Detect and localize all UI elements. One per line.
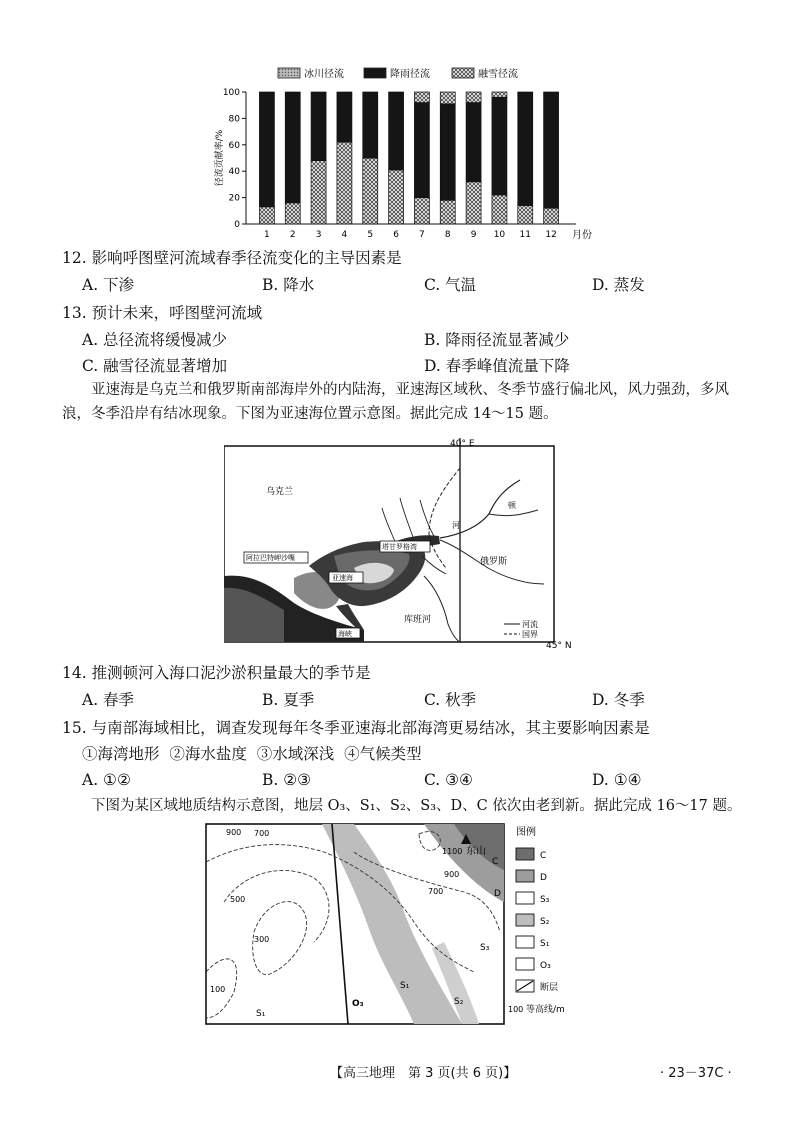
label-don: 顿 — [508, 501, 516, 510]
q13-option-b[interactable]: B. 降雨径流显著减少 — [424, 331, 570, 349]
q15-option-b[interactable]: B. ②③ — [262, 771, 312, 789]
q14-option-d[interactable]: D. 冬季 — [592, 691, 645, 709]
label-russia: 俄罗斯 — [480, 557, 508, 567]
runoff-contribution-chart — [200, 62, 600, 244]
x-tick-label: 12 — [545, 230, 557, 240]
q13-option-d[interactable]: D. 春季峰值流量下降 — [424, 357, 570, 375]
bar-segment — [389, 92, 404, 170]
contour-label-500: 500 — [230, 895, 246, 904]
peak-label-1100: 1100 — [442, 847, 463, 856]
bar-segment — [544, 208, 559, 224]
label-kerch-strait: 海峡 — [338, 630, 352, 638]
bar-segment — [414, 198, 429, 224]
bar-segment — [337, 142, 352, 224]
q15-option-d[interactable]: D. ①④ — [592, 771, 642, 789]
y-tick-label: 40 — [228, 167, 240, 178]
bar-segment — [544, 92, 559, 208]
bar-segment — [311, 161, 326, 224]
bar-segment — [492, 195, 507, 224]
contour-label-900b: 900 — [444, 870, 460, 879]
legend-label-rain: 降雨径流 — [390, 69, 430, 80]
contour-label-100: 100 — [210, 985, 226, 994]
x-tick-label: 4 — [341, 230, 348, 240]
legend-item-label: D — [540, 873, 547, 883]
footer-code: · 23－37C · — [660, 1066, 732, 1081]
q15-option-a[interactable]: A. ①② — [82, 771, 131, 789]
x-tick-label: 8 — [444, 230, 451, 240]
q15-option-c[interactable]: C. ③④ — [424, 771, 473, 789]
q13-option-a[interactable]: A. 总径流将缓慢减少 — [82, 331, 228, 349]
geo-label-s1-right: S₁ — [400, 981, 410, 991]
y-tick-label: 100 — [222, 88, 240, 98]
legend-contour-value: 100 — [508, 1005, 524, 1014]
bar-segment — [363, 158, 378, 224]
label-arabat-spit: 阿拉巴特岬沙嘴 — [246, 554, 295, 562]
contour-label-300: 300 — [254, 935, 270, 944]
bar-segment — [440, 200, 455, 224]
legend-swatch-rain — [364, 68, 386, 78]
x-tick-label: 9 — [470, 230, 477, 240]
bar-segment — [518, 206, 533, 224]
y-tick-label: 80 — [228, 114, 240, 125]
contour-label-900a: 900 — [226, 828, 242, 837]
legend-item-label: S₁ — [540, 939, 550, 949]
geo-label-d: D — [494, 889, 501, 899]
legend-swatch — [516, 936, 534, 948]
legend-swatch — [516, 848, 534, 860]
legend-swatch — [516, 892, 534, 904]
q12-option-d[interactable]: D. 蒸发 — [592, 276, 645, 294]
q14-option-b[interactable]: B. 夏季 — [262, 691, 315, 709]
legend-swatch-snowmelt — [452, 68, 474, 78]
geo-label-o3: O₃ — [352, 999, 364, 1009]
bar-segment — [259, 92, 274, 207]
label-ukraine: 乌克兰 — [266, 487, 294, 497]
legend-item-label: S₃ — [540, 895, 550, 905]
legend-item-label: O₃ — [540, 961, 551, 971]
legend-swatch — [516, 958, 534, 970]
q15-factors: ①海湾地形 ②海水盐度 ③水域深浅 ④气候类型 — [82, 745, 422, 763]
legend-swatch-glacier — [278, 68, 300, 78]
geo-legend-title: 图例 — [516, 827, 536, 838]
contour-label-700b: 700 — [428, 887, 444, 896]
geological-map — [204, 822, 594, 1032]
geo-label-s3: S₃ — [480, 943, 490, 953]
chart-bars — [259, 92, 558, 240]
peak-label-dongshan: 东山 — [466, 846, 486, 857]
legend-item-label: S₂ — [540, 917, 550, 927]
q12-option-c[interactable]: C. 气温 — [424, 276, 477, 294]
label-azov-sea: 亚速海 — [332, 574, 353, 582]
legend-item-label: C — [540, 851, 547, 861]
lon-label: 40° E — [450, 439, 475, 449]
bar-segment — [337, 92, 352, 142]
bar-segment — [492, 97, 507, 195]
azov-sea-map — [224, 438, 579, 656]
geo-legend — [508, 848, 565, 1015]
legend-swatch — [516, 870, 534, 882]
x-tick-label: 2 — [289, 230, 296, 240]
x-tick-label: 1 — [264, 230, 270, 240]
question-14-stem: 14. 推测顿河入海口泥沙淤积量最大的季节是 — [62, 664, 371, 682]
y-tick-label: 20 — [228, 193, 240, 204]
x-tick-label: 5 — [367, 230, 374, 240]
x-tick-label: 11 — [519, 230, 531, 240]
geo-label-s1-left: S₁ — [256, 1009, 266, 1019]
lat-label: 45° N — [546, 641, 572, 651]
legend-item-label: 断层 — [540, 983, 559, 993]
bar-segment — [440, 92, 455, 104]
legend-label-glacier: 冰川径流 — [304, 69, 344, 80]
bar-segment — [389, 170, 404, 224]
y-tick-label: 60 — [228, 140, 240, 151]
passage-geology: 下图为某区域地质结构示意图，地层 O₃、S₁、S₂、S₃、D、C 依次由老到新。据此完成 16～17 题。 — [91, 798, 742, 814]
x-tick-label: 3 — [315, 230, 322, 240]
legend-item-label: 等高线/m — [526, 1005, 565, 1015]
q12-option-a[interactable]: A. 下渗 — [82, 276, 135, 294]
label-kuban-river: 库班河 — [404, 615, 432, 625]
contour-label-700a: 700 — [254, 829, 270, 838]
bar-segment — [311, 92, 326, 161]
geo-label-c: C — [492, 857, 499, 867]
bar-segment — [492, 92, 507, 97]
passage-azov-sea: 亚速海是乌克兰和俄罗斯南部海岸外的内陆海，亚速海区域秋、冬季节盛行偏北风，风力强劲，多风浪，冬季沿岸有结冰现象。下图为亚速海位置示意图。据此完成 14～15 题。 — [62, 382, 729, 422]
question-15-stem: 15. 与南部海域相比，调查发现每年冬季亚速海北部海湾更易结冰，其主要影响因素是 — [62, 719, 650, 737]
geo-label-s2: S₂ — [454, 997, 464, 1007]
x-tick-label: 10 — [493, 230, 506, 240]
x-tick-label: 6 — [393, 230, 399, 240]
question-12-stem: 12. 影响呼图壁河流域春季径流变化的主导因素是 — [62, 249, 402, 267]
legend-river-text: 河流 — [522, 620, 538, 629]
bar-segment — [414, 92, 429, 103]
bar-segment — [466, 182, 481, 224]
bar-segment — [466, 92, 481, 103]
y-axis-label: 径流贡献率/% — [215, 129, 225, 187]
bar-segment — [363, 92, 378, 158]
legend-border-text: 国界 — [522, 630, 538, 639]
bar-segment — [518, 92, 533, 206]
label-taganrog-bay: 塔甘罗格湾 — [382, 543, 417, 551]
chart-legend — [278, 67, 518, 80]
x-axis-unit: 月份 — [572, 230, 592, 241]
footer-page-info: 【高三地理 第 3 页(共 6 页)】 — [330, 1066, 517, 1081]
label-river: 河 — [452, 521, 460, 530]
legend-swatch — [516, 914, 534, 926]
y-tick-label: 0 — [234, 220, 240, 230]
q14-option-a[interactable]: A. 春季 — [82, 691, 135, 709]
bar-segment — [466, 103, 481, 182]
q13-option-c[interactable]: C. 融雪径流显著增加 — [82, 357, 228, 375]
bar-segment — [440, 104, 455, 200]
q14-option-c[interactable]: C. 秋季 — [424, 691, 477, 709]
bar-segment — [259, 207, 274, 224]
bar-segment — [285, 92, 300, 203]
legend-label-snowmelt: 融雪径流 — [478, 69, 518, 80]
question-13-stem: 13. 预计未来，呼图壁河流域 — [62, 304, 263, 322]
bar-segment — [285, 203, 300, 224]
q12-option-b[interactable]: B. 降水 — [262, 276, 315, 294]
x-tick-label: 7 — [419, 230, 425, 240]
bar-segment — [414, 103, 429, 198]
